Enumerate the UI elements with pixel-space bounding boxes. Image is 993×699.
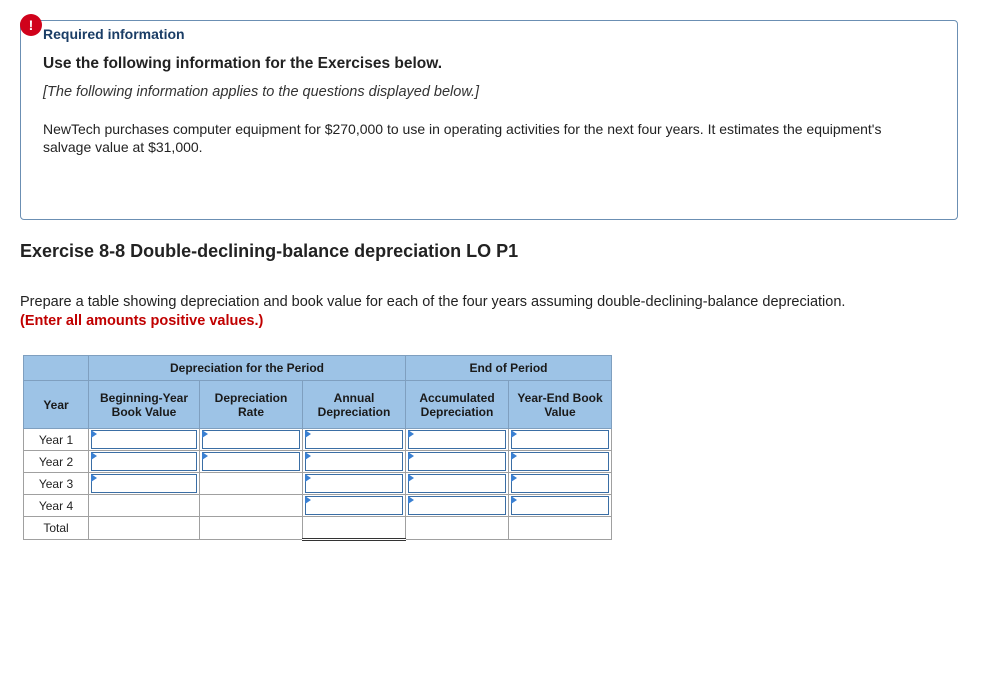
- input-y4-accumulated[interactable]: [408, 496, 506, 515]
- flag-icon: [511, 430, 517, 438]
- header-end-of-period: End of Period: [406, 356, 612, 381]
- row-label: Year 1: [24, 429, 89, 451]
- flag-icon: [511, 474, 517, 482]
- flag-icon: [202, 452, 208, 460]
- input-y4-year-end-bv[interactable]: [511, 496, 609, 515]
- col-accumulated-depreciation: Accumulated Depreciation: [406, 381, 509, 429]
- flag-icon: [408, 452, 414, 460]
- table-row-year-1: [24, 429, 612, 451]
- flag-icon: [91, 474, 97, 482]
- row-label: Year 3: [24, 473, 89, 495]
- cell-accumulated: [406, 451, 509, 473]
- cell-year-end-bv: [509, 451, 612, 473]
- scenario-text: NewTech purchases computer equipment for $270,000 to use in operating activities for the next four years. It estimates the equipment's salvage value at $31,000.: [43, 121, 882, 155]
- cell-beginning-bv-empty: [89, 495, 200, 517]
- row-label: Total: [24, 517, 89, 540]
- cell-total-annual: [303, 517, 406, 540]
- input-y2-annual[interactable]: [305, 452, 403, 471]
- flag-icon: [202, 430, 208, 438]
- table-row-year-2: [24, 451, 612, 473]
- flag-icon: [91, 452, 97, 460]
- use-info-heading: Use the following information for the Exercises below.: [43, 55, 443, 72]
- input-y1-rate[interactable]: [202, 430, 300, 449]
- applies-note: [The following information applies to the questions displayed below.]: [43, 84, 480, 100]
- input-y2-rate[interactable]: [202, 452, 300, 471]
- flag-icon: [305, 496, 311, 504]
- table-row-year-3: [24, 473, 612, 495]
- flag-icon: [511, 452, 517, 460]
- input-y1-year-end-bv[interactable]: [511, 430, 609, 449]
- cell-annual: [303, 495, 406, 517]
- col-year: Year: [24, 381, 89, 429]
- row-label: Year 4: [24, 495, 89, 517]
- flag-icon: [305, 474, 311, 482]
- row-label: Year 2: [24, 451, 89, 473]
- exercise-title: Exercise 8-8 Double-declining-balance depreciation LO P1: [20, 241, 519, 261]
- col-annual-depreciation: Annual Depreciation: [303, 381, 406, 429]
- col-beginning-book-value: Beginning-Year Book Value: [89, 381, 200, 429]
- cell-accumulated: [406, 473, 509, 495]
- cell-rate: [200, 451, 303, 473]
- cell-accumulated: [406, 429, 509, 451]
- cell-year-end-bv: [509, 495, 612, 517]
- cell-annual: [303, 429, 406, 451]
- instructions-text: Prepare a table showing depreciation and book value for each of the four years assuming double-declining-balance depreciation.: [20, 294, 846, 310]
- cell-total-empty: [406, 517, 509, 540]
- cell-beginning-bv: [89, 473, 200, 495]
- table-row-total: [24, 517, 612, 540]
- cell-annual: [303, 451, 406, 473]
- cell-annual: [303, 473, 406, 495]
- cell-year-end-bv: [509, 473, 612, 495]
- alert-glyph: !: [28, 17, 34, 33]
- instructions: [20, 293, 845, 331]
- flag-icon: [408, 430, 414, 438]
- required-info-title: Required information: [43, 26, 185, 42]
- input-y4-annual[interactable]: [305, 496, 403, 515]
- input-y3-year-end-bv[interactable]: [511, 474, 609, 493]
- table-row-year-4: [24, 495, 612, 517]
- header-blank: [24, 356, 89, 381]
- flag-icon: [91, 430, 97, 438]
- cell-accumulated: [406, 495, 509, 517]
- flag-icon: [511, 496, 517, 504]
- cell-rate: [200, 429, 303, 451]
- alert-icon: [20, 14, 42, 36]
- input-y3-beginning-bv[interactable]: [91, 474, 197, 493]
- depreciation-table: [23, 355, 612, 541]
- input-y3-accumulated[interactable]: [408, 474, 506, 493]
- input-y2-year-end-bv[interactable]: [511, 452, 609, 471]
- cell-beginning-bv: [89, 429, 200, 451]
- input-y2-accumulated[interactable]: [408, 452, 506, 471]
- cell-rate-empty: [200, 473, 303, 495]
- col-depreciation-rate: Depreciation Rate: [200, 381, 303, 429]
- cell-beginning-bv: [89, 451, 200, 473]
- cell-total-empty: [89, 517, 200, 540]
- input-y2-beginning-bv[interactable]: [91, 452, 197, 471]
- input-y3-annual[interactable]: [305, 474, 403, 493]
- col-year-end-book-value: Year-End Book Value: [509, 381, 612, 429]
- cell-total-empty: [200, 517, 303, 540]
- flag-icon: [305, 430, 311, 438]
- input-y1-annual[interactable]: [305, 430, 403, 449]
- instructions-note: (Enter all amounts positive values.): [20, 313, 264, 329]
- cell-rate-empty: [200, 495, 303, 517]
- input-y1-accumulated[interactable]: [408, 430, 506, 449]
- flag-icon: [408, 496, 414, 504]
- cell-year-end-bv: [509, 429, 612, 451]
- flag-icon: [305, 452, 311, 460]
- cell-total-empty: [509, 517, 612, 540]
- flag-icon: [408, 474, 414, 482]
- header-depreciation-period: Depreciation for the Period: [89, 356, 406, 381]
- input-y1-beginning-bv[interactable]: [91, 430, 197, 449]
